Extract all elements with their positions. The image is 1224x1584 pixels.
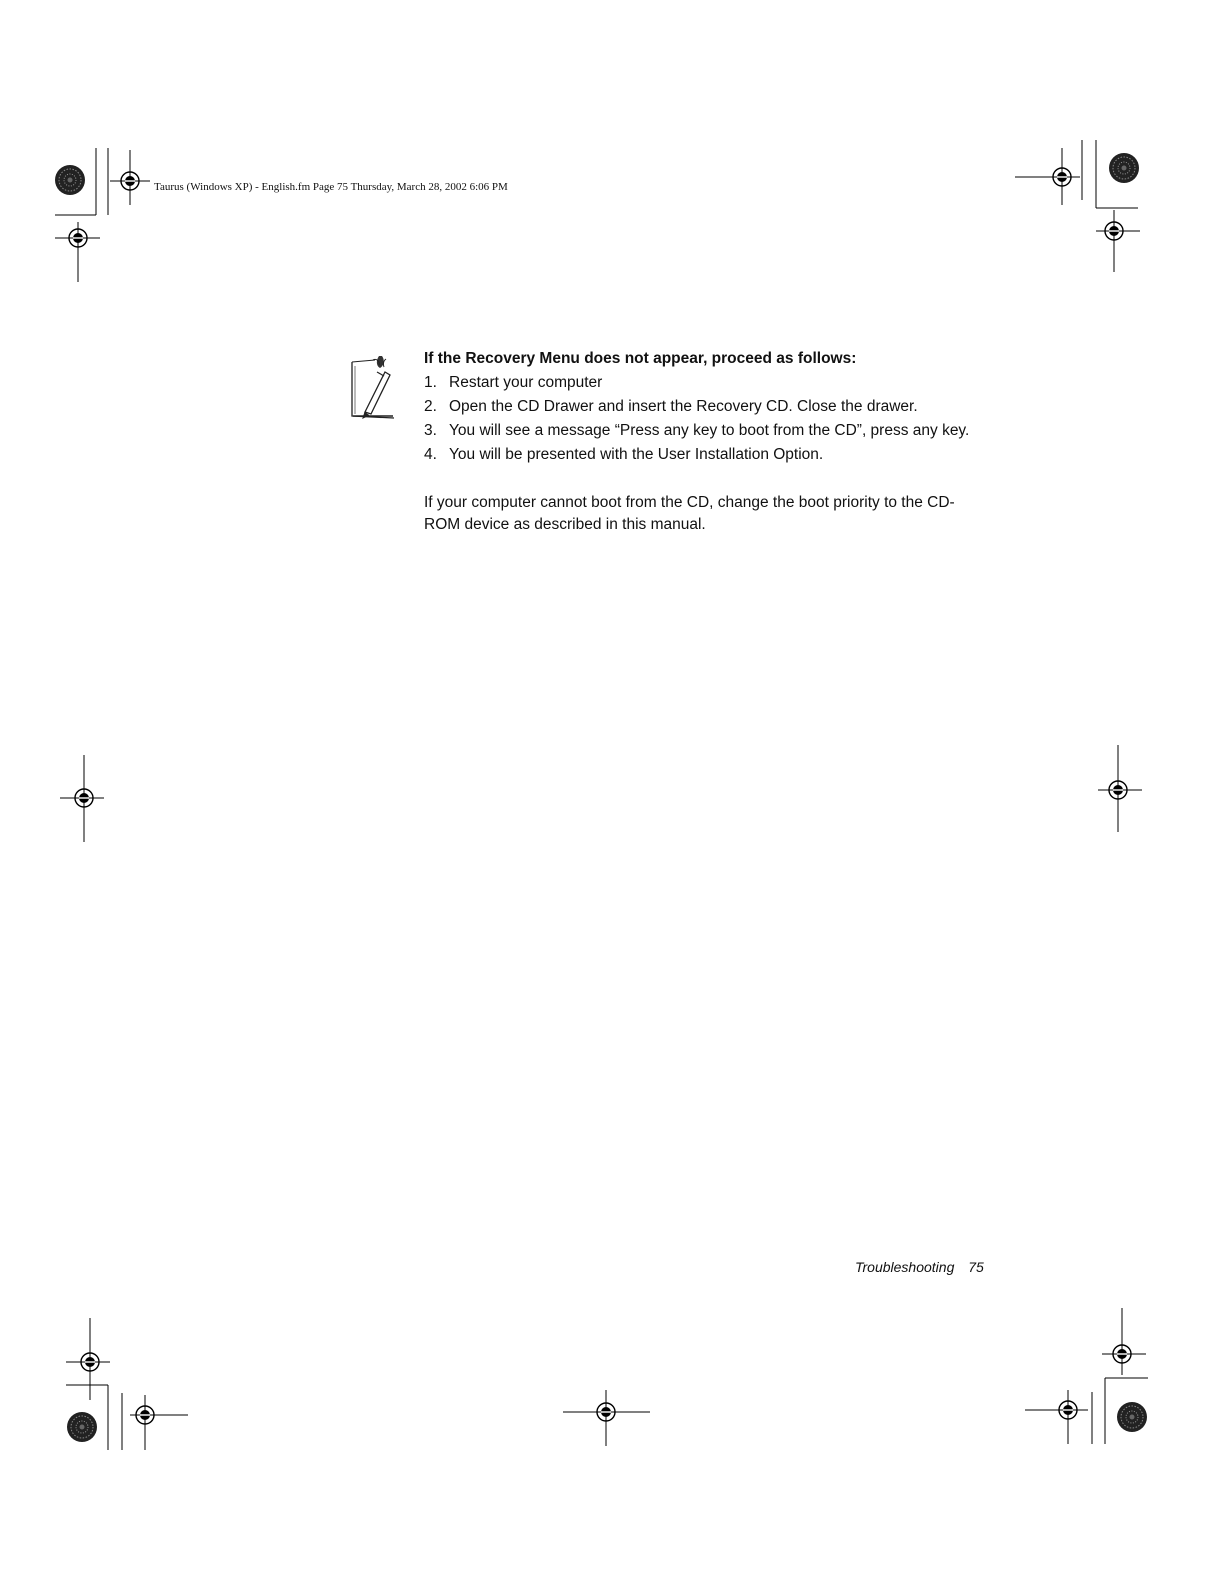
boot-priority-paragraph: If your computer cannot boot from the CD, change the boot priority to the CD-ROM device as described in this manual. bbox=[424, 494, 955, 533]
starburst-target-icon bbox=[1109, 153, 1139, 183]
note-pad-pen-icon bbox=[349, 354, 397, 424]
step-number: 3. bbox=[424, 422, 437, 439]
step-number: 1. bbox=[424, 374, 437, 391]
list-item bbox=[424, 444, 984, 466]
page-number: 75 bbox=[968, 1259, 984, 1275]
list-item bbox=[424, 396, 984, 418]
starburst-target-icon bbox=[67, 1412, 97, 1442]
page-footer bbox=[855, 1259, 984, 1275]
step-number: 4. bbox=[424, 446, 437, 463]
list-item bbox=[424, 420, 984, 442]
starburst-target-icon bbox=[1117, 1402, 1147, 1432]
step-text: You will be presented with the User Installation Option. bbox=[449, 446, 824, 463]
print-header: Taurus (Windows XP) - English.fm Page 75 Thursday, March 28, 2002 6:06 PM bbox=[154, 181, 508, 193]
steps-list bbox=[424, 372, 984, 466]
step-text: You will see a message “Press any key to boot from the CD”, press any key. bbox=[449, 422, 970, 439]
note-heading: If the Recovery Menu does not appear, proceed as follows: bbox=[424, 350, 857, 367]
step-text: Open the CD Drawer and insert the Recovery CD. Close the drawer. bbox=[449, 398, 918, 415]
starburst-target-icon bbox=[55, 165, 85, 195]
footer-section-title: Troubleshooting bbox=[855, 1259, 955, 1275]
step-text: Restart your computer bbox=[449, 374, 603, 391]
step-number: 2. bbox=[424, 398, 437, 415]
list-item bbox=[424, 372, 984, 394]
recovery-note bbox=[424, 348, 984, 552]
